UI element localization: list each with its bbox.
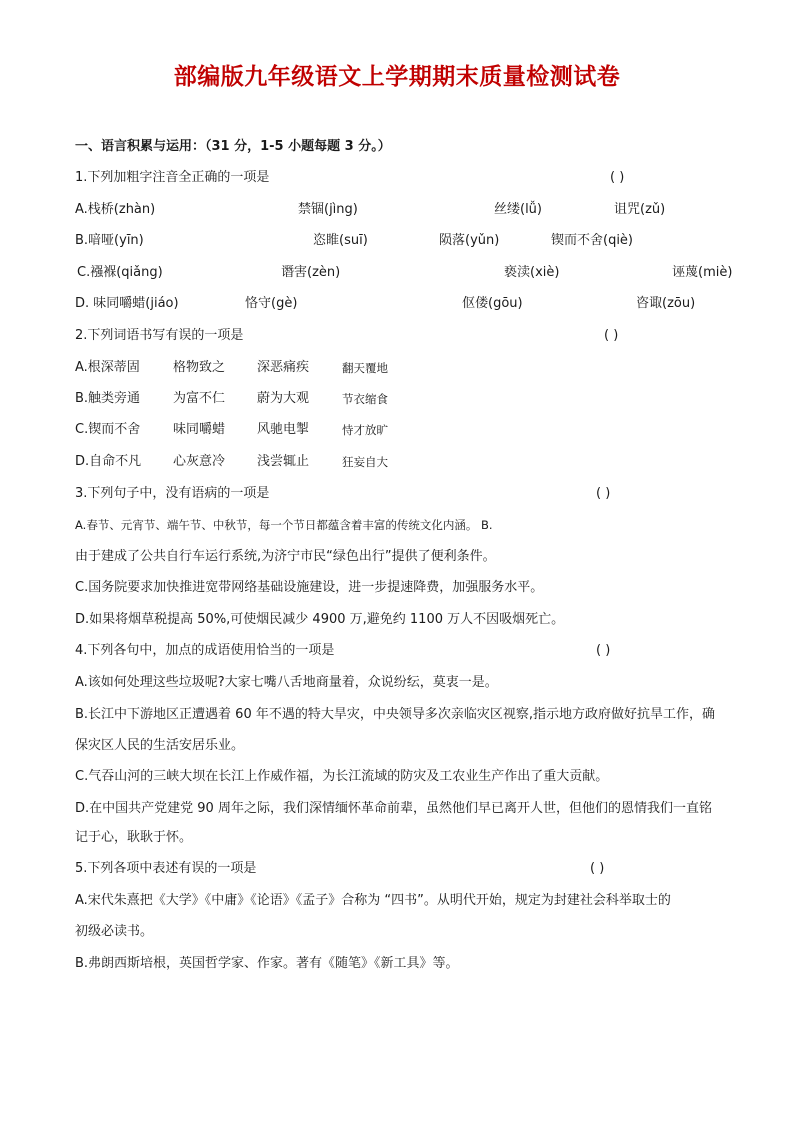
q5-option-b: B.弗朗西斯培根，英国哲学家、作家。著有《随笔》《新工具》等。	[75, 956, 459, 971]
q2-option-d-3: 浅尝辄止	[257, 454, 310, 469]
q1-answer-paren: ( )	[610, 170, 625, 185]
q5-option-a-line1: A.宋代朱熹把《大学》《中庸》《论语》《孟子》合称为 “四书”。从明代开始，规定为封建社会科举取士的	[75, 893, 671, 908]
q3-stem: 3.下列句子中，没有语病的一项是	[75, 486, 270, 501]
section-heading: 一、语言积累与运用：（31 分，1-5 小题每题 3 分。）	[75, 139, 391, 154]
q2-answer-paren: ( )	[604, 328, 619, 343]
q4-option-d-line2: 记于心，耿耿于怀。	[75, 830, 193, 845]
q1-option-c-2: 谮害(zèn)	[281, 265, 341, 280]
q5-answer-paren: ( )	[590, 861, 605, 876]
q1-option-a-4: 诅咒(zǔ)	[614, 202, 666, 217]
q1-option-d-2: 恪守(gè)	[245, 296, 298, 311]
q2-option-a-3: 深恶痛疾	[257, 360, 310, 375]
q2-option-b-3: 蔚为大观	[257, 391, 310, 406]
q1-option-b-2: 恣睢(suī)	[313, 233, 368, 248]
q1-option-a-3: 丝缕(lǚ)	[494, 202, 542, 217]
q2-option-b-1: B.触类旁通	[75, 391, 141, 406]
q1-option-d-4: 咨诹(zōu)	[636, 296, 696, 311]
q2-option-b-2: 为富不仁	[173, 391, 226, 406]
q2-option-c-3: 风驰电掣	[257, 422, 310, 437]
q4-option-c: C.气吞山河的三峡大坝在长江上作威作福，为长江流域的防灾及工农业生产作出了重大贡献。	[75, 769, 609, 784]
page-title: 部编版九年级语文上学期期末质量检测试卷	[173, 63, 621, 90]
q2-option-a-1: A.根深蒂固	[75, 360, 140, 375]
q2-option-c-1: C.锲而不舍	[75, 422, 141, 437]
q2-stem: 2.下列词语书写有误的一项是	[75, 328, 244, 343]
q4-stem: 4.下列各句中，加点的成语使用恰当的一项是	[75, 643, 335, 658]
q3-option-a: A.春节、元宵节、端午节、中秋节，每一个节日都蕴含着丰富的传统文化内涵。 B.	[75, 518, 493, 532]
q1-option-b-1: B.喑哑(yīn)	[75, 233, 144, 248]
q4-option-b-line1: B.长江中下游地区正遭遇着 60 年不遇的特大旱灾，中央领导多次亲临灾区视察,指示地方政府做好抗旱工作，确	[75, 707, 715, 722]
q3-answer-paren: ( )	[596, 486, 611, 501]
q2-option-c-4: 恃才放旷	[342, 423, 388, 437]
q1-option-c-3: 亵渎(xiè)	[504, 265, 560, 280]
q3-option-d: D.如果将烟草税提高 50%,可使烟民减少 4900 万,避免约 1100 万人不因吸烟死亡。	[75, 612, 565, 627]
q2-option-d-1: D.自命不凡	[75, 454, 142, 469]
q3-option-b: 由于建成了公共自行车运行系统,为济宁市民“绿色出行”提供了便利条件。	[75, 549, 496, 564]
q2-option-b-4: 节衣缩食	[342, 392, 388, 406]
q1-option-d-3: 伛偻(gōu)	[462, 296, 523, 311]
q1-stem: 1.下列加粗字注音全正确的一项是	[75, 170, 270, 185]
q4-option-b-line2: 保灾区人民的生活安居乐业。	[75, 738, 245, 753]
q4-option-a: A.该如何处理这些垃圾呢?大家七嘴八舌地商量着，众说纷纭，莫衷一是。	[75, 675, 498, 690]
q1-option-c-4: 诬蔑(miè)	[672, 265, 733, 280]
q1-option-d-1: D. 味同嚼蜡(jiáo)	[75, 296, 179, 311]
q1-option-b-4: 锲而不舍(qiè)	[551, 233, 634, 248]
q3-option-c: C.国务院要求加快推进宽带网络基础设施建设，进一步提速降费，加强服务水平。	[75, 580, 544, 595]
q1-option-c-1: C.襁褓(qiǎng)	[77, 265, 163, 280]
q1-option-a-2: 禁锢(jìng)	[298, 202, 358, 217]
q2-option-c-2: 味同嚼蜡	[173, 422, 226, 437]
q1-option-b-3: 陨落(yǔn)	[439, 233, 500, 248]
q5-stem: 5.下列各项中表述有误的一项是	[75, 861, 257, 876]
q2-option-d-2: 心灰意冷	[173, 454, 226, 469]
q2-option-d-4: 狂妄自大	[342, 455, 388, 469]
q5-option-a-line2: 初级必读书。	[75, 924, 154, 939]
q4-option-d-line1: D.在中国共产党建党 90 周年之际，我们深情缅怀革命前辈，虽然他们早已离开人世，但他们的恩情我们一直铭	[75, 801, 712, 816]
q2-option-a-2: 格物致之	[173, 360, 226, 375]
q1-option-a-1: A.栈桥(zhàn)	[75, 202, 156, 217]
q2-option-a-4: 翻天覆地	[342, 361, 388, 375]
q4-answer-paren: ( )	[596, 643, 611, 658]
